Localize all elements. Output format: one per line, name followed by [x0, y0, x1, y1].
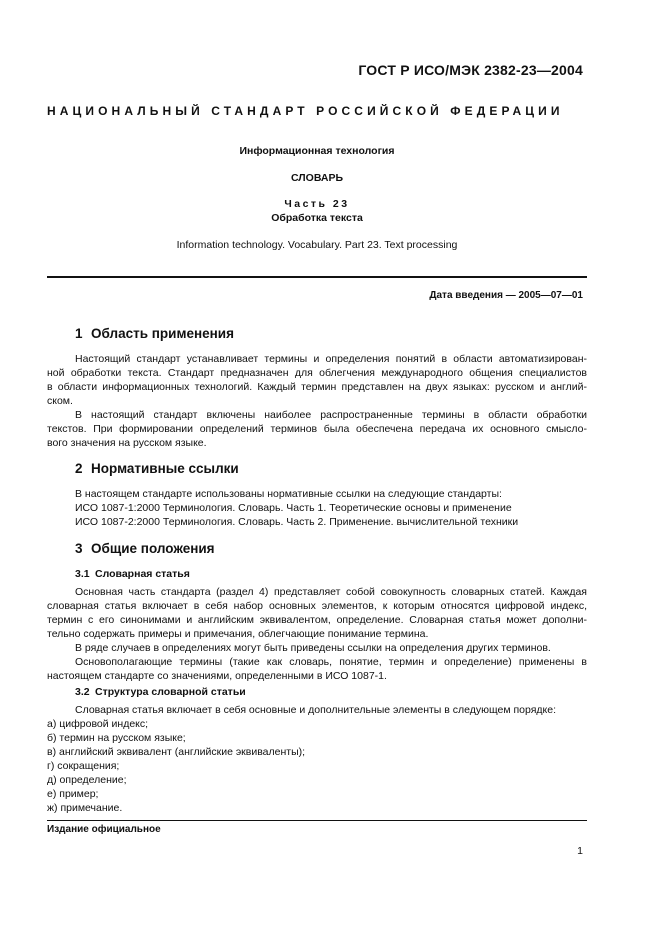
paragraph-line: в области информационных технологий. Каждый термин представлен на двух языках: русском и англий-	[47, 381, 587, 393]
page-number: 1	[577, 845, 583, 857]
standard-title: НАЦИОНАЛЬНЫЙ СТАНДАРТ РОССИЙСКОЙ ФЕДЕРАЦИИ	[47, 104, 564, 118]
subsection-3-2-heading	[75, 686, 246, 698]
section-3-title: Общие положения	[91, 541, 215, 556]
reference-item: ИСО 1087-1:2000 Терминология. Словарь. Часть 1. Теоретические основы и применение	[75, 502, 512, 514]
subsection-3-1-heading	[75, 568, 190, 580]
subsection-3-2-number: 3.2	[75, 686, 90, 698]
paragraph-line: тельно содержать примеры и примечания, облегчающие понимание термина.	[47, 628, 429, 640]
section-1-number: 1	[75, 326, 83, 341]
section-2-heading	[75, 461, 239, 476]
paragraph-line: термин с его синонимами и английским эквивалентом, определение. Словарная статья может дополни-	[47, 614, 587, 626]
title-divider	[47, 276, 587, 278]
list-item: в) английский эквивалент (английские эквиваленты);	[47, 746, 306, 758]
paragraph-line: В настоящем стандарте использованы нормативные ссылки на следующие стандарты:	[75, 488, 502, 500]
paragraph-line: текстов. При формировании определений терминов была обеспечена передача их основного смысло-	[47, 423, 587, 435]
subject-title: Информационная технология	[239, 145, 395, 157]
paragraph-line: настоящем стандарте со значениями, определенными в ИСО 1087-1.	[47, 670, 387, 682]
list-item: а) цифровой индекс;	[47, 718, 149, 730]
paragraph-line: ском.	[47, 395, 73, 407]
list-item: г) сокращения;	[47, 760, 120, 772]
paragraph-line: словарная статья включает в себя набор основных элементов, к которым относятся цифровой индекс,	[47, 600, 587, 612]
section-3-number: 3	[75, 541, 83, 556]
part-title: Обработка текста	[271, 212, 363, 224]
section-3-heading	[75, 541, 215, 556]
paragraph-line: ной обработки текста. Стандарт предназначен для облегчения международного общения специалистов	[47, 367, 587, 379]
paragraph-line: Настоящий стандарт устанавливает термины и определения понятий в области автоматизирован-	[75, 353, 587, 365]
list-item: б) термин на русском языке;	[47, 732, 186, 744]
subsection-3-2-title: Структура словарной статьи	[95, 686, 246, 698]
subsection-3-1-number: 3.1	[75, 568, 90, 580]
section-2-title: Нормативные ссылки	[91, 461, 239, 476]
english-title: Information technology. Vocabulary. Part 23. Text processing	[176, 239, 458, 251]
paragraph-line: Основополагающие термины (такие как словарь, понятие, термин и определение) применены в	[75, 656, 587, 668]
paragraph-line: Словарная статья включает в себя основные и дополнительные элементы в следующем порядке:	[75, 704, 557, 716]
paragraph-line: вого значения на русском языке.	[47, 437, 207, 449]
paragraph-line: Основная часть стандарта (раздел 4) представляет собой совокупность словарных статей. Каждая	[75, 586, 587, 598]
main-title: СЛОВАРЬ	[290, 172, 344, 184]
paragraph-line: В ряде случаев в определениях могут быть приведены ссылки на определения других терминов.	[75, 642, 551, 654]
section-1-title: Область применения	[91, 326, 234, 341]
section-1-heading	[75, 326, 234, 341]
subsection-3-1-title: Словарная статья	[95, 568, 190, 580]
paragraph-line: В настоящий стандарт включены наиболее распространенные термины в области обработки	[75, 409, 587, 421]
list-item: е) пример;	[47, 788, 99, 800]
introduction-date: Дата введения — 2005—07—01	[429, 290, 583, 301]
part-number: Часть 23	[284, 198, 350, 210]
document-id: ГОСТ Р ИСО/МЭК 2382-23—2004	[358, 62, 583, 78]
list-item: д) определение;	[47, 774, 127, 786]
reference-item: ИСО 1087-2:2000 Терминология. Словарь. Часть 2. Применение. вычислительной техники	[75, 516, 519, 528]
list-item: ж) примечание.	[47, 802, 123, 814]
official-edition-note: Издание официальное	[47, 824, 161, 835]
footer-divider	[47, 820, 587, 821]
section-2-number: 2	[75, 461, 83, 476]
